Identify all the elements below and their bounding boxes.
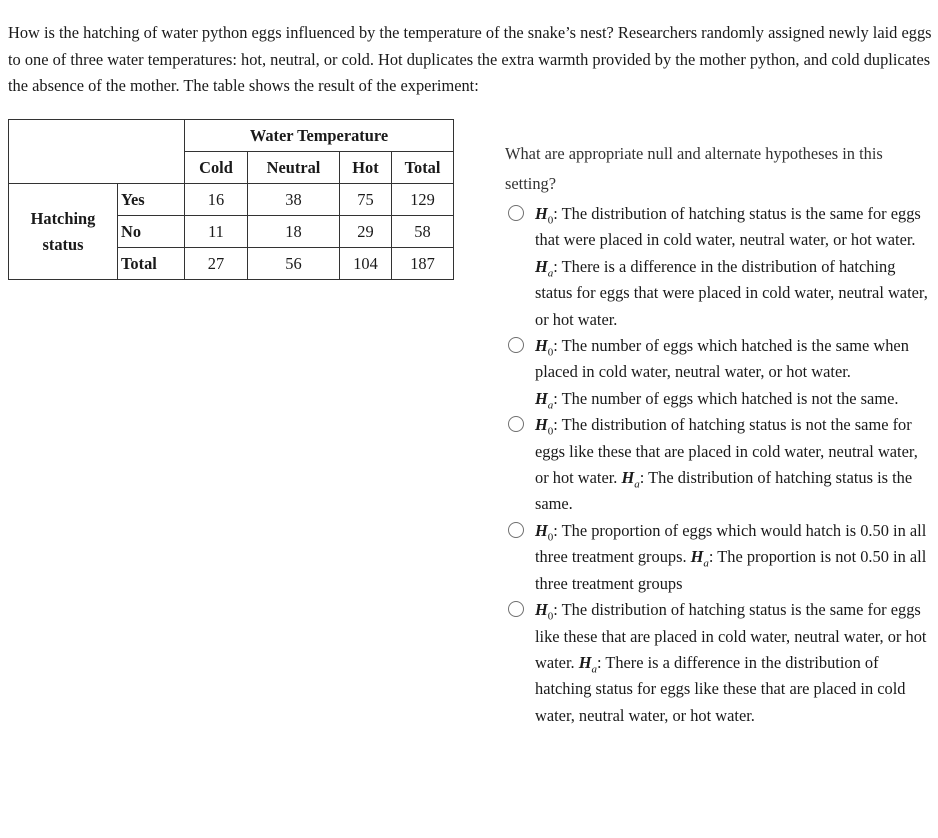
- column-header-hot: Hot: [340, 152, 392, 184]
- row-label-no: No: [118, 216, 185, 248]
- h0-symbol: $H_0$: [535, 204, 554, 227]
- radio-button[interactable]: [508, 337, 524, 353]
- table-cell: 29: [340, 216, 392, 248]
- option-h0-text: The distribution of hatching status is the same for eggs that were placed in cold water, neutral water, or hot water.: [535, 204, 921, 250]
- answer-option-3[interactable]: [505, 412, 930, 518]
- option-text: $H_0$: The number of eggs which hatched is the same when placed in cold water, neutral water, or hot water. $H_a$: The number of eggs which hatched is not the same.: [535, 336, 909, 412]
- answer-option-2[interactable]: [505, 333, 930, 412]
- table-cell: 27: [185, 248, 248, 280]
- table-column-row: [9, 152, 454, 184]
- table-cell: 187: [392, 248, 454, 280]
- question-panel: [505, 139, 930, 729]
- problem-intro: How is the hatching of water python eggs influenced by the temperature of the snake’s nest? Researchers randomly assigned newly laid eggs to one of three water temperatures: hot, neutral, or cold. Hot duplicates the extra warmth provided by the mother python, and cold duplicates the absence of the mother. The table shows the result of the experiment:: [8, 23, 932, 96]
- option-text: $H_0$: The proportion of eggs which would hatch is 0.50 in all three treatment groups. $H_a$: The proportion is not 0.50 in all three treatment groups: [535, 520, 927, 593]
- table-cell: 129: [392, 184, 454, 216]
- row-label-total: Total: [118, 248, 185, 280]
- option-h0-text: The number of eggs which hatched is the same when placed in cold water, neutral water, or hot water.: [535, 336, 909, 382]
- h0-symbol: $H_0$: [535, 520, 554, 544]
- answer-option-5[interactable]: [505, 597, 930, 729]
- table-cell: 58: [392, 216, 454, 248]
- ha-symbol: $H_a$: [535, 256, 554, 280]
- table-cell: 11: [185, 216, 248, 248]
- table-corner-cell-lower: [9, 152, 185, 184]
- answer-option-4[interactable]: [505, 518, 930, 597]
- ha-symbol: $H_a$: [578, 652, 597, 676]
- radio-button[interactable]: [508, 522, 524, 538]
- row-group-label-line1: Hatching: [30, 208, 96, 228]
- row-group-label-line2: status: [42, 234, 84, 254]
- option-ha-text: The number of eggs which hatched is not the same.: [557, 388, 899, 408]
- ha-symbol: $H_a$: [621, 468, 640, 491]
- column-header-neutral: Neutral: [248, 152, 340, 184]
- column-header-total: Total: [392, 152, 454, 184]
- table-row: [9, 184, 454, 216]
- option-text: $H_0$: The distribution of hatching status is not the same for eggs like these that are placed in cold water, neutral water, or hot water. $H_a$: The distribution of hatching status is the same.: [535, 415, 918, 514]
- table-cell: 104: [340, 248, 392, 280]
- radio-button[interactable]: [508, 601, 524, 617]
- option-h0-text: The distribution of hatching status is the same for eggs like these that are placed in cold water, neutral water, or hot water.: [535, 600, 927, 672]
- option-ha-text: There is a difference in the distribution of hatching status for eggs that were placed in cold water, neutral water, or hot water.: [535, 256, 928, 329]
- table-corner-cell: [9, 120, 185, 152]
- table-cell: 38: [248, 184, 340, 216]
- answer-option-1[interactable]: [505, 201, 930, 333]
- table-header-row: [9, 120, 454, 152]
- option-ha-text: The proportion is not 0.50 in all three treatment groups: [535, 547, 927, 593]
- table-cell: 75: [340, 184, 392, 216]
- radio-button[interactable]: [508, 416, 524, 432]
- row-label-yes: Yes: [118, 184, 185, 216]
- radio-button[interactable]: [508, 205, 524, 221]
- h0-symbol: $H_0$: [535, 336, 554, 359]
- question-prompt: What are appropriate null and alternate hypotheses in this setting?: [505, 144, 883, 193]
- h0-symbol: $H_0$: [535, 415, 554, 438]
- ha-symbol: $H_a$: [535, 388, 554, 412]
- option-h0-text: The proportion of eggs which would hatch is 0.50 in all three treatment groups.: [535, 520, 927, 567]
- table-cell: 16: [185, 184, 248, 216]
- column-header-cold: Cold: [185, 152, 248, 184]
- option-text: $H_0$: The distribution of hatching status is the same for eggs that were placed in cold water, neutral water, or hot water. $H_a$: There is a difference in the distribution of hatching status for eggs that were placed in cold water, neutral water, or hot water.: [535, 204, 928, 329]
- data-table: [8, 119, 454, 280]
- row-group-label: [9, 184, 118, 280]
- group-header: Water Temperature: [185, 120, 454, 152]
- option-ha-text: There is a difference in the distribution of hatching status for eggs like these that are placed in cold water, neutral water, or hot water.: [535, 652, 906, 725]
- option-h0-text: The distribution of hatching status is not the same for eggs like these that are placed in cold water, neutral water, or hot water.: [535, 415, 918, 488]
- table-cell: 56: [248, 248, 340, 280]
- option-ha-text: The distribution of hatching status is the same.: [535, 468, 913, 514]
- table-cell: 18: [248, 216, 340, 248]
- h0-symbol: $H_0$: [535, 600, 554, 623]
- option-text: $H_0$: The distribution of hatching status is the same for eggs like these that are placed in cold water, neutral water, or hot water. $H_a$: There is a difference in the distribution of hatching status for eggs like these that are placed in cold water, neutral water, or hot water.: [535, 600, 927, 725]
- ha-symbol: $H_a$: [690, 547, 709, 570]
